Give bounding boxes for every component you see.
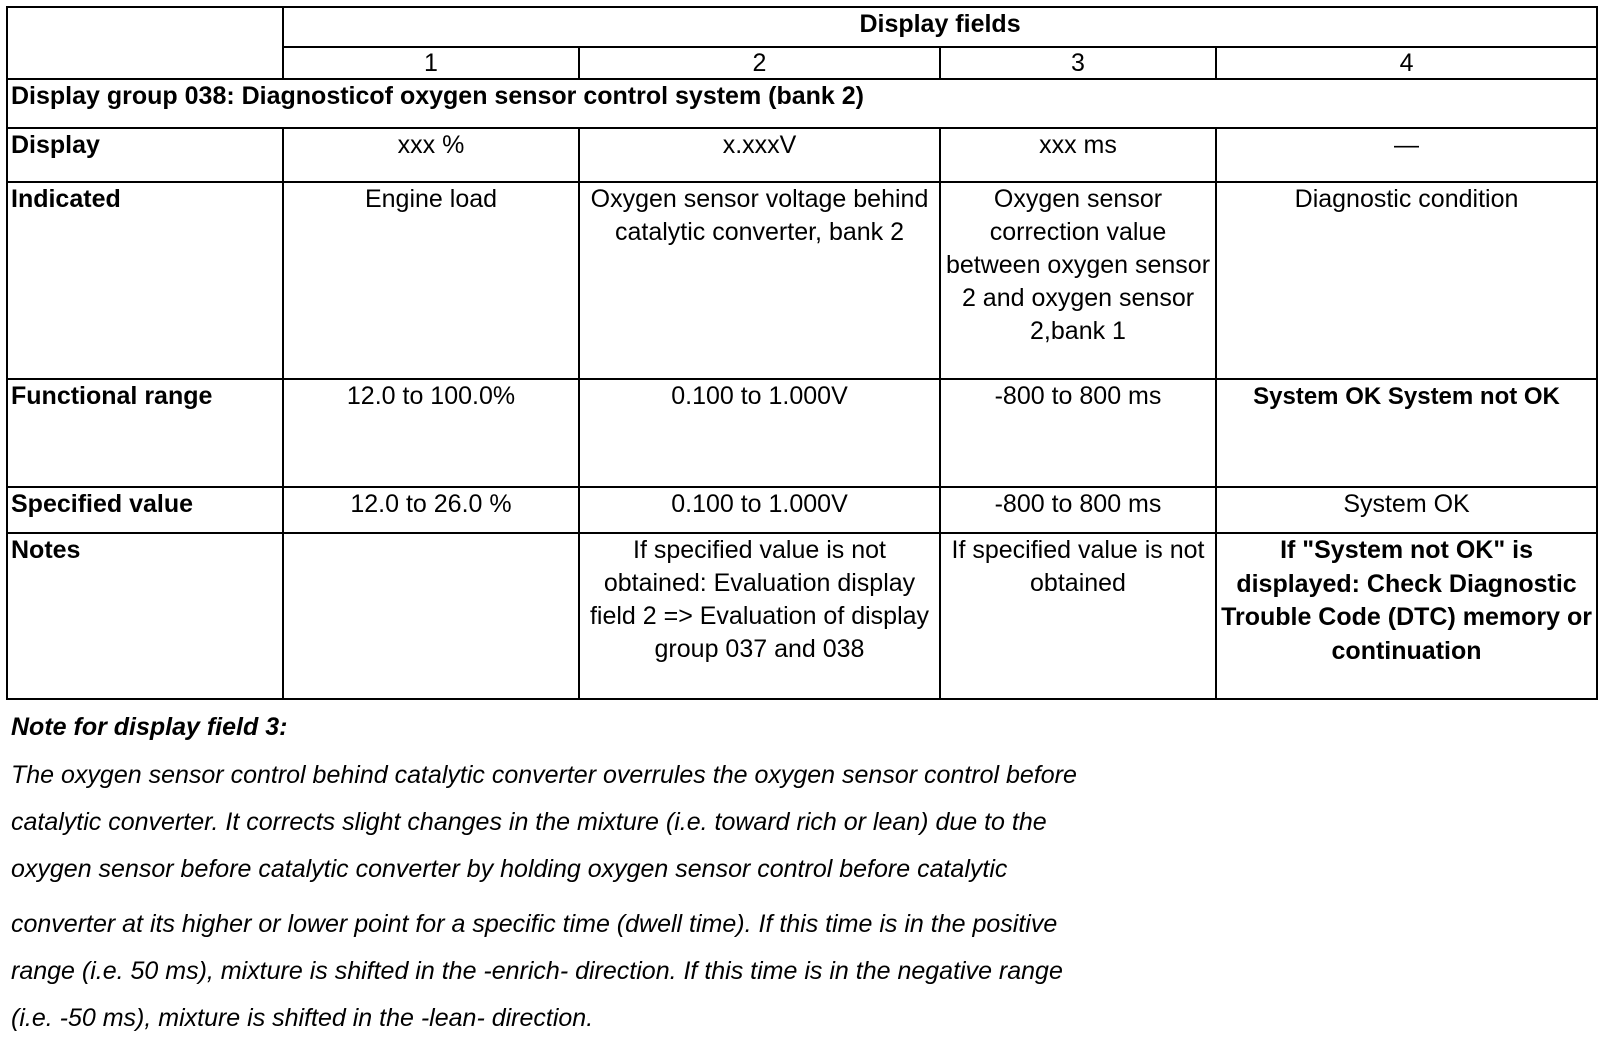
note-line-6: (i.e. -50 ms), mixture is shifted in the -lean- direction. (11, 1004, 594, 1032)
table-row (7, 533, 1597, 699)
table-row (7, 487, 1597, 533)
field-number-3: 3 (940, 47, 1216, 79)
note-line-2: catalytic converter. It corrects slight changes in the mixture (i.e. toward rich or lean) due to the (11, 808, 1047, 836)
group-title-row (7, 79, 1597, 128)
field-number-2: 2 (579, 47, 940, 79)
notes-field-4: If "System not OK" is displayed: Check Diagnostic Trouble Code (DTC) memory or continuation (1216, 533, 1597, 699)
display-field-1: xxx % (283, 128, 579, 182)
field-number-4: 4 (1216, 47, 1597, 79)
indicated-field-2: Oxygen sensor voltage behind catalytic converter, bank 2 (579, 182, 940, 379)
note-heading: Note for display field 3: (11, 713, 288, 741)
display-field-3-note (11, 712, 1411, 1042)
indicated-field-3: Oxygen sensor correction value between oxygen sensor 2 and oxygen sensor 2,bank 1 (940, 182, 1216, 379)
specified-value-field-4: System OK (1216, 487, 1597, 533)
indicated-field-1: Engine load (283, 182, 579, 379)
field-number-1: 1 (283, 47, 579, 79)
notes-field-1 (283, 533, 579, 699)
functional-range-field-1: 12.0 to 100.0% (283, 379, 579, 487)
specified-value-field-3: -800 to 800 ms (940, 487, 1216, 533)
display-field-4: — (1216, 128, 1597, 182)
note-line-3: oxygen sensor before catalytic converter by holding oxygen sensor control before catalytic (11, 855, 1008, 883)
header-corner-cell (7, 7, 283, 79)
display-group-table (6, 6, 1598, 700)
functional-range-field-4: System OK System not OK (1216, 379, 1597, 487)
notes-field-2: If specified value is not obtained: Evaluation display field 2 => Evaluation of display group 037 and 038 (579, 533, 940, 699)
row-label-specified-value: Specified value (7, 487, 283, 533)
specified-value-field-2: 0.100 to 1.000V (579, 487, 940, 533)
table-row (7, 379, 1597, 487)
group-title: Display group 038: Diagnosticof oxygen sensor control system (bank 2) (7, 79, 1597, 128)
row-label-functional-range: Functional range (7, 379, 283, 487)
specified-value-field-1: 12.0 to 26.0 % (283, 487, 579, 533)
display-field-3: xxx ms (940, 128, 1216, 182)
display-field-2: x.xxxV (579, 128, 940, 182)
header-row-title (7, 7, 1597, 47)
table-row (7, 128, 1597, 182)
note-line-4: converter at its higher or lower point for a specific time (dwell time). If this time is in the positive (11, 910, 1058, 938)
note-line-5: range (i.e. 50 ms), mixture is shifted in the -enrich- direction. If this time is in the negative range (11, 957, 1063, 985)
row-label-indicated: Indicated (7, 182, 283, 379)
functional-range-field-2: 0.100 to 1.000V (579, 379, 940, 487)
display-fields-title: Display fields (283, 7, 1597, 47)
functional-range-field-3: -800 to 800 ms (940, 379, 1216, 487)
note-line-1: The oxygen sensor control behind catalytic converter overrules the oxygen sensor control before (11, 761, 1077, 789)
table-row (7, 182, 1597, 379)
row-label-display: Display (7, 128, 283, 182)
notes-field-3: If specified value is not obtained (940, 533, 1216, 699)
indicated-field-4: Diagnostic condition (1216, 182, 1597, 379)
row-label-notes: Notes (7, 533, 283, 699)
